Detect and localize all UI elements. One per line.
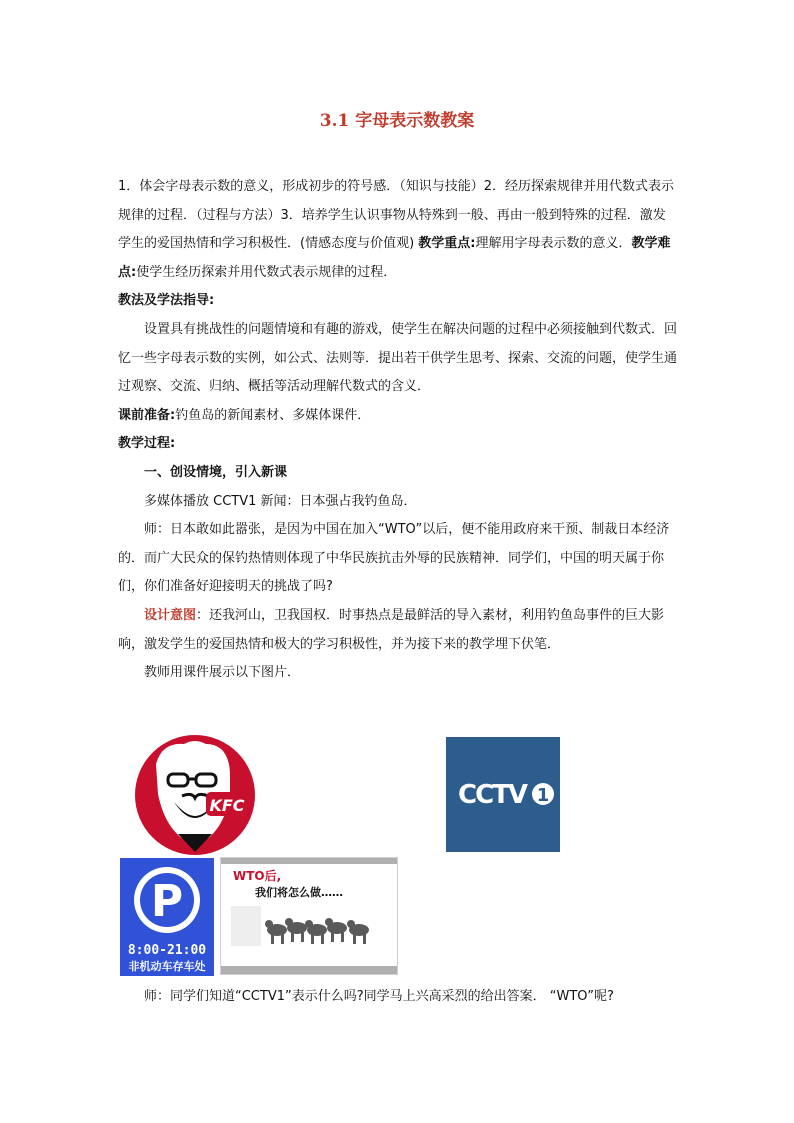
focus-label: 教学重点: (418, 236, 476, 252)
wto-subtitle: 我们将怎么做…… (255, 886, 343, 899)
parking-sign-image (120, 858, 214, 976)
objectives-text: 1．体会字母表示数的意义，形成初步的符号感．（知识与技能）2．经历探索规律并用代数式表示规律的过程．（过程与方法）3．培养学生认识事物从特殊到一般、再由一般到特殊的过程．激发学生的爱国热情和学习积极性．(情感态度与价值观) (118, 179, 675, 252)
prep-label: 课前准备: (118, 407, 176, 423)
teacher-paragraph-2: 师：同学们知道“CCTV1”表示什么吗?同学马上兴高采烈的给出答案． “WTO”呢? (144, 989, 614, 1004)
cctv-text: CCTV (458, 780, 527, 810)
prep-paragraph (118, 402, 678, 431)
closing-section (118, 983, 678, 1012)
kfc-text: KFC (209, 796, 245, 815)
parking-letter: P (150, 876, 184, 927)
difficulty-text: 使学生经历探索并用代数式表示规律的过程． (136, 264, 397, 280)
parking-hours: 8:00-21:00 (127, 943, 207, 958)
intro-section (118, 173, 678, 688)
section-heading: 一、创设情境，引入新课 (144, 464, 288, 480)
kfc-logo-image (134, 734, 256, 856)
news-line: 多媒体播放 CCTV1 新闻：日本强占我钓鱼岛． (144, 493, 417, 509)
wto-slide-image (220, 857, 398, 975)
design-text: ：还我河山，卫我国权．时事热点是最鲜活的导入素材，利用钓鱼岛事件的巨大影响，激发学生的爱国热情和极大的学习积极性，并为接下来的教学埋下伏笔． (118, 607, 665, 652)
design-label: 设计意图 (144, 607, 197, 623)
wto-title: WTO后, (233, 869, 282, 883)
teacher-paragraph-1: 师：日本敢如此嚣张，是因为中国在加入“WTO”以后，便不能用政府来干预、制裁日本经济的．而广大民众的保钓热情则体现了中华民族抗击外辱的民族精神．同学们，中国的明天属于你们，你们准备好迎接明天的挑战了吗? (118, 522, 670, 595)
page-title: 3.1 字母表示数教案 (319, 111, 475, 131)
show-line: 教师用课件展示以下图片． (144, 665, 301, 681)
method-text: 设置具有挑战性的问题情境和有趣的游戏，使学生在解决问题的过程中必须接触到代数式．回忆一些字母表示数的实例，如公式、法则等．提出若干供学生思考、探索、交流的问题，使学生通过观察、交流、归纳、概括等活动理解代数式的含义． (118, 321, 678, 395)
prep-text: 钓鱼岛的新闻素材、多媒体课件． (175, 407, 371, 423)
focus-text: 理解用字母表示数的意义． (475, 236, 632, 252)
process-heading: 教学过程: (118, 436, 176, 452)
method-heading: 教法及学法指导: (118, 293, 215, 309)
parking-caption: 非机动车存车处 (128, 960, 206, 973)
difficulty-label: 教学难点: (118, 236, 671, 280)
design-paragraph (118, 602, 678, 659)
cctv-number: 1 (536, 785, 550, 806)
objectives-paragraph (118, 173, 678, 287)
cctv1-logo-image (446, 737, 560, 852)
